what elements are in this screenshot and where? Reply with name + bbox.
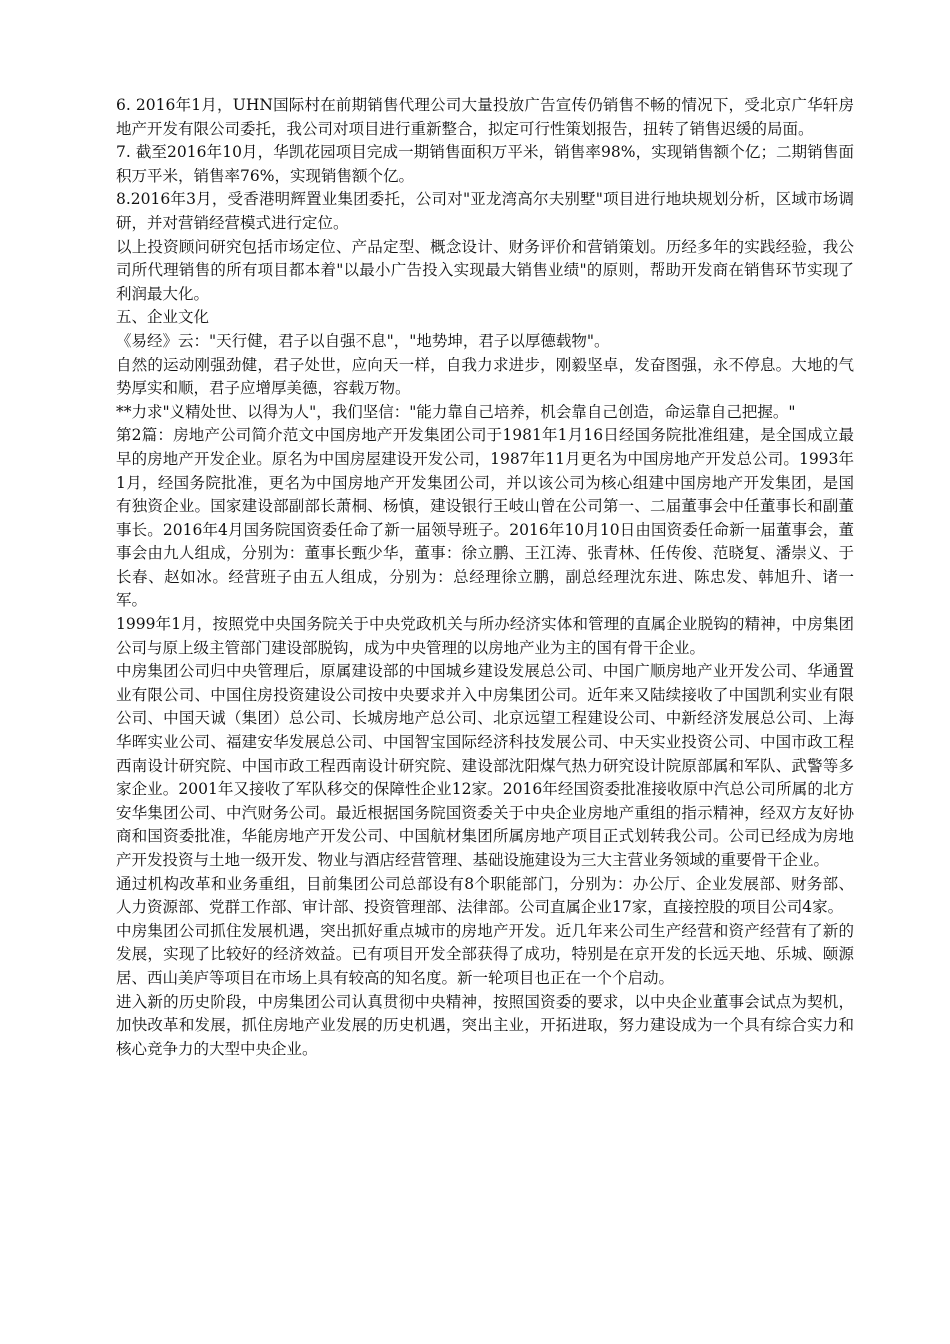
paragraph-1999-decoupling: 1999年1月，按照党中央国务院关于中央党政机关与所办经济实体和管理的直属企业脱钩的精神，中房集团公司与原上级主管部门建设部脱钩，成为中央管理的以房地产业为主的国有骨干企业。: [116, 615, 854, 657]
paragraph-part2-intro: 第2篇：房地产公司简介范文中国房地产开发集团公司于1981年1月16日经国务院批准组建，是全国成立最早的房地产开发企业。原名为中国房屋建设开发公司，1987年11月更名为中国房地产开发总公司。1993年1月，经国务院批准，更名为中国房地产开发集团公司，并以该公司为核心组建中国房地产开发集团，是国有独资企业。国家建设部副部长萧桐、杨慎，建设银行王岐山曾在公司第一、二届董事会中任董事长和副董事长。2016年4月国务院国资委任命了新一届领导班子。2016年10月10日由国资委任命新一届董事会，董事会由九人组成，分别为：董事长甄少华，董事：徐立鹏、王江涛、张青林、任传俊、范晓复、潘崇义、于长春、赵如冰。经营班子由五人组成，分别为：总经理徐立鹏，副总经理沈东进、陈忠发、韩旭升、诸一军。: [116, 426, 854, 610]
paragraph-new-stage: 进入新的历史阶段，中房集团公司认真贯彻中央精神，按照国资委的要求，以中央企业董事会试点为契机，加快改革和发展，抓住房地产业发展的历史机遇，突出主业，开拓进取，努力建设成为一个具有综合实力和核心竞争力的大型中央企业。: [116, 992, 854, 1058]
paragraph-item-6: 6. 2016年1月，UHN国际村在前期销售代理公司大量投放广告宣传仍销售不畅的情况下，受北京广华轩房地产开发有限公司委托，我公司对项目进行重新整合，拟定可行性策划报告，扭转了销售迟缓的局面。: [116, 96, 854, 138]
paragraph-yijing-quote: 《易经》云："天行健，君子以自强不息"，"地势坤，君子以厚德载物"。: [116, 331, 610, 350]
paragraph-quote-explanation: 自然的运动刚强劲健，君子处世，应向天一样，自我力求进步，刚毅坚卓，发奋图强，永不停息。大地的气势厚实和顺，君子应增厚美德，容载万物。: [116, 355, 854, 398]
document-body: [116, 94, 854, 1061]
paragraph-item-8: 8.2016年3月，受香港明辉置业集团委托，公司对"亚龙湾高尔夫别墅"项目进行地块规划分析，区域市场调研，并对营销经营模式进行定位。: [116, 190, 854, 232]
paragraph-item-7: 7. 截至2016年10月，华凯花园项目完成一期销售面积万平米，销售率98%，实现销售额个亿；二期销售面积万平米，销售率76%，实现销售额个亿。: [116, 143, 854, 185]
section-heading-culture: 五、企业文化: [116, 308, 210, 327]
paragraph-company-motto: **力求"义精处世、以得为人"，我们坚信："能力靠自己培养，机会靠自己创造，命运靠自己把握。": [116, 402, 796, 421]
paragraph-mergers: 中房集团公司归中央管理后，原属建设部的中国城乡建设发展总公司、中国广顺房地产业开发公司、华通置业有限公司、中国住房投资建设公司按中央要求并入中房集团公司。近年来又陆续接收了中国凯利实业有限公司、中国天诚（集团）总公司、长城房地产总公司、北京远望工程建设公司、中新经济发展总公司、上海华晖实业公司、福建安华发展总公司、中国智宝国际经济科技发展公司、中天实业投资公司、中国市政工程西南设计研究院、中国市政工程西南设计研究院、建设部沈阳煤气热力研究设计院原部属和军队、武警等多家企业。2001年又接收了军队移交的保障性企业12家。2016年经国资委批准接收原中汽总公司所属的北方安华集团公司、中汽财务公司。最近根据国务院国资委关于中央企业房地产重组的指示精神，经双方友好协商和国资委批准，华能房地产开发公司、中国航材集团所属房地产项目正式划转我公司。公司已经成为房地产开发投资与土地一级开发、物业与酒店经营管理、基础设施建设为三大主营业务领域的重要骨干企业。: [116, 662, 854, 869]
paragraph-org-structure: 通过机构改革和业务重组，目前集团公司总部设有8个职能部门，分别为：办公厅、企业发展部、财务部、人力资源部、党群工作部、审计部、投资管理部、法律部。公司直属企业17家，直接控股的项目公司4家。: [116, 874, 854, 917]
paragraph-development: 中房集团公司抓住发展机遇，突出抓好重点城市的房地产开发。近几年来公司生产经营和资产经营有了新的发展，实现了比较好的经济效益。已有项目开发全部获得了成功，特别是在京开发的长远天地、乐城、颐源居、西山美庐等项目在市场上具有较高的知名度。新一轮项目也正在一个个启动。: [116, 921, 854, 987]
paragraph-consulting-summary: 以上投资顾问研究包括市场定位、产品定型、概念设计、财务评价和营销策划。历经多年的实践经验，我公司所代理销售的所有项目都本着"以最小广告投入实现最大销售业绩"的原则，帮助开发商在销售环节实现了利润最大化。: [116, 237, 854, 303]
